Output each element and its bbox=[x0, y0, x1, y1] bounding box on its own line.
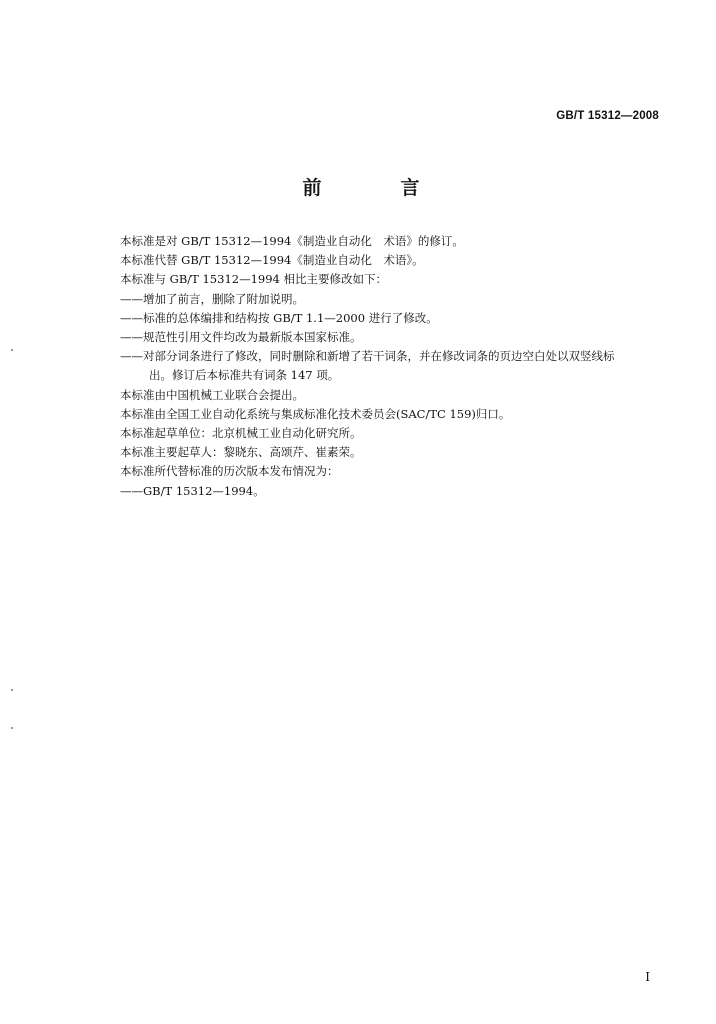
scan-speck bbox=[11, 349, 13, 351]
change-item-structure: ——标准的总体编排和结构按 GB/T 1.1—2000 进行了修改。 bbox=[120, 310, 438, 325]
change-item-foreword: ——增加了前言，删除了附加说明。 bbox=[120, 291, 304, 306]
scan-speck bbox=[11, 689, 13, 691]
change-item-terms-continued: 出。修订后本标准共有词条 147 项。 bbox=[149, 368, 340, 383]
paragraph-previous-editions: 本标准所代替标准的历次版本发布情况为： bbox=[120, 464, 339, 479]
paragraph-main-changes: 本标准与 GB/T 15312—1994 相比主要修改如下： bbox=[120, 272, 387, 287]
foreword-body bbox=[120, 232, 660, 501]
page-number: Ⅰ bbox=[645, 970, 650, 984]
previous-edition-item: ——GB/T 15312—1994。 bbox=[120, 483, 265, 498]
page-title: 前 言 bbox=[302, 177, 450, 199]
scan-speck bbox=[11, 727, 13, 729]
paragraph-drafting-unit: 本标准起草单位：北京机械工业自动化研究所。 bbox=[120, 426, 362, 441]
paragraph-under-jurisdiction: 本标准由全国工业自动化系统与集成标准化技术委员会(SAC/TC 159)归口。 bbox=[120, 406, 511, 421]
paragraph-replaces: 本标准代替 GB/T 15312—1994《制造业自动化 术语》。 bbox=[120, 253, 424, 268]
standard-code: GB/T 15312—2008 bbox=[556, 110, 659, 122]
change-item-terms: ——对部分词条进行了修改，同时删除和新增了若干词条，并在修改词条的页边空白处以双竖线标 bbox=[120, 349, 615, 364]
paragraph-revision-of: 本标准是对 GB/T 15312—1994《制造业自动化 术语》的修订。 bbox=[120, 234, 464, 248]
paragraph-drafters: 本标准主要起草人：黎晓东、高颂芹、崔素荣。 bbox=[120, 445, 362, 460]
change-item-references: ——规范性引用文件均改为最新版本国家标准。 bbox=[120, 330, 362, 345]
paragraph-proposed-by: 本标准由中国机械工业联合会提出。 bbox=[120, 387, 304, 402]
